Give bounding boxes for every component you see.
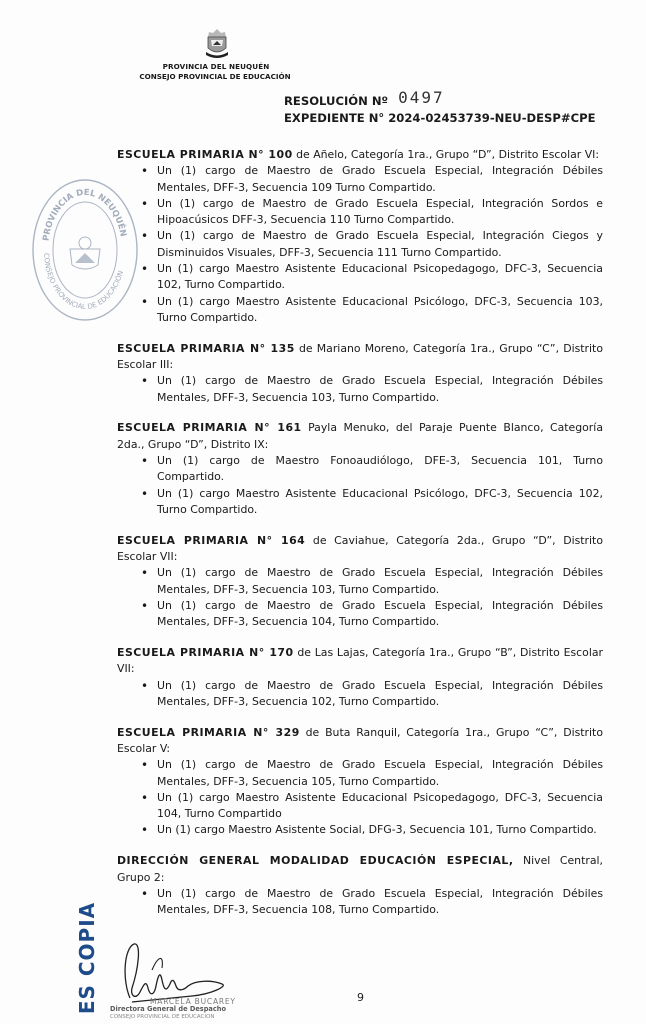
seal-bottom-text: CONSEJO PROVINCIAL DE EDUCACIÓN: [42, 252, 126, 312]
signatory-organization: CONSEJO PROVINCIAL DE EDUCACION: [110, 1014, 215, 1020]
section-heading: ESCUELA PRIMARIA N° 100 de Añelo, Categoría 1ra., Grupo “D”, Distrito Escolar VI:: [117, 148, 600, 161]
position-item: • Un (1) cargo de Maestro de Grado Escuela Especial, Integración Sordos e Hipoacúsicos DFF-3, Secuencia 110 Turno Compartido.: [157, 196, 603, 229]
position-item: • Un (1) cargo de Maestro de Grado Escuela Especial, Integración Débiles Mentales, DFF-3, Secuencia 103, Turno Compartido.: [157, 565, 603, 598]
section-heading: ESCUELA PRIMARIA N° 329 de Buta Ranquil, Categoría 1ra., Grupo “C”, Distrito Escolar V:: [117, 725, 603, 755]
seal-top-text: PROVINCIA DEL NEUQUÉN: [41, 187, 128, 242]
position-item: • Un (1) cargo de Maestro de Grado Escuela Especial, Integración Débiles Mentales, DFF-3, Secuencia 102, Turno Compartido.: [157, 678, 603, 711]
position-item: • Un (1) cargo de Maestro de Grado Escuela Especial, Integración Débiles Mentales, DFF-3, Secuencia 109 Turno Compartido.: [157, 163, 603, 196]
position-item: • Un (1) cargo Maestro Asistente Social, DFG-3, Secuencia 101, Turno Compartido.: [157, 822, 603, 838]
coat-of-arms-icon: [204, 28, 230, 60]
position-item: • Un (1) cargo de Maestro de Grado Escuela Especial, Integración Débiles Mentales, DFF-3, Secuencia 105, Turno Compartido.: [157, 757, 603, 790]
section-heading: DIRECCIÓN GENERAL MODALIDAD EDUCACIÓN ESPECIAL, Nivel Central, Grupo 2:: [117, 854, 603, 884]
signatory-name: MARCELA BUCAREY: [150, 997, 236, 1006]
position-item: • Un (1) cargo Maestro Asistente Educacional Psicopedagogo, DFC-3, Secuencia 104, Turno Compartido: [157, 790, 603, 823]
letterhead-council: CONSEJO PROVINCIAL DE EDUCACIÓN: [139, 72, 291, 81]
school-section-135: [117, 341, 603, 406]
position-item: • Un (1) cargo Maestro Asistente Educacional Psicólogo, DFC-3, Secuencia 102, Turno Compartido.: [157, 486, 603, 519]
document-body: [117, 147, 603, 933]
section-heading: ESCUELA PRIMARIA N° 161 Payla Menuko, del Paraje Puente Blanco, Categoría 2da., Grupo “D”, Distrito IX:: [117, 421, 603, 451]
page-number: 9: [357, 991, 364, 1004]
resolution-label: RESOLUCIÓN Nº: [284, 94, 389, 108]
resolution-header: [284, 88, 445, 109]
position-item: • Un (1) cargo Maestro Asistente Educacional Psicopedagogo, DFC-3, Secuencia 102, Turno Compartido.: [157, 261, 603, 294]
es-copia-stamp: [72, 898, 102, 1018]
school-section-161: [117, 420, 603, 518]
position-item: • Un (1) cargo Maestro Asistente Educacional Psicólogo, DFC-3, Secuencia 103, Turno Compartido.: [157, 294, 603, 327]
signatory-title: Directora General de Despacho: [110, 1005, 227, 1013]
position-item: • Un (1) cargo de Maestro de Grado Escuela Especial, Integración Débiles Mentales, DFF-3, Secuencia 104, Turno Compartido.: [157, 598, 603, 631]
position-item: • Un (1) cargo de Maestro de Grado Escuela Especial, Integración Débiles Mentales, DFF-3, Secuencia 103, Turno Compartido.: [157, 373, 603, 406]
resolution-number: 0497: [398, 88, 445, 107]
position-item: • Un (1) cargo de Maestro de Grado Escuela Especial, Integración Ciegos y Disminuidos Visuales, DFF-3, Secuencia 111 Turno Compartido.: [157, 228, 603, 261]
section-heading: ESCUELA PRIMARIA N° 164 de Caviahue, Categoría 2da., Grupo “D”, Distrito Escolar VII:: [117, 533, 603, 564]
school-section-100: [117, 147, 603, 326]
direccion-general-section: [117, 853, 603, 918]
school-section-329: [117, 725, 603, 839]
letterhead-province: PROVINCIA DEL NEUQUÉN: [162, 62, 270, 71]
position-item: • Un (1) cargo de Maestro Fonoaudiólogo, DFE-3, Secuencia 101, Turno Compartido.: [157, 453, 603, 486]
school-section-164: [117, 533, 603, 631]
section-heading: ESCUELA PRIMARIA N° 135 de Mariano Moreno, Categoría 1ra., Grupo “C”, Distrito Escolar III:: [117, 341, 603, 372]
section-heading: ESCUELA PRIMARIA N° 170 de Las Lajas, Categoría 1ra., Grupo “B”, Distrito Escolar VII:: [117, 646, 603, 676]
stamp-text: ES COPIA: [75, 901, 99, 1015]
school-section-170: [117, 645, 603, 710]
expediente-number: EXPEDIENTE N° 2024-02453739-NEU-DESP#CPE: [284, 111, 596, 125]
position-item: • Un (1) cargo de Maestro de Grado Escuela Especial, Integración Débiles Mentales, DFF-3, Secuencia 108, Turno Compartido.: [157, 886, 603, 919]
